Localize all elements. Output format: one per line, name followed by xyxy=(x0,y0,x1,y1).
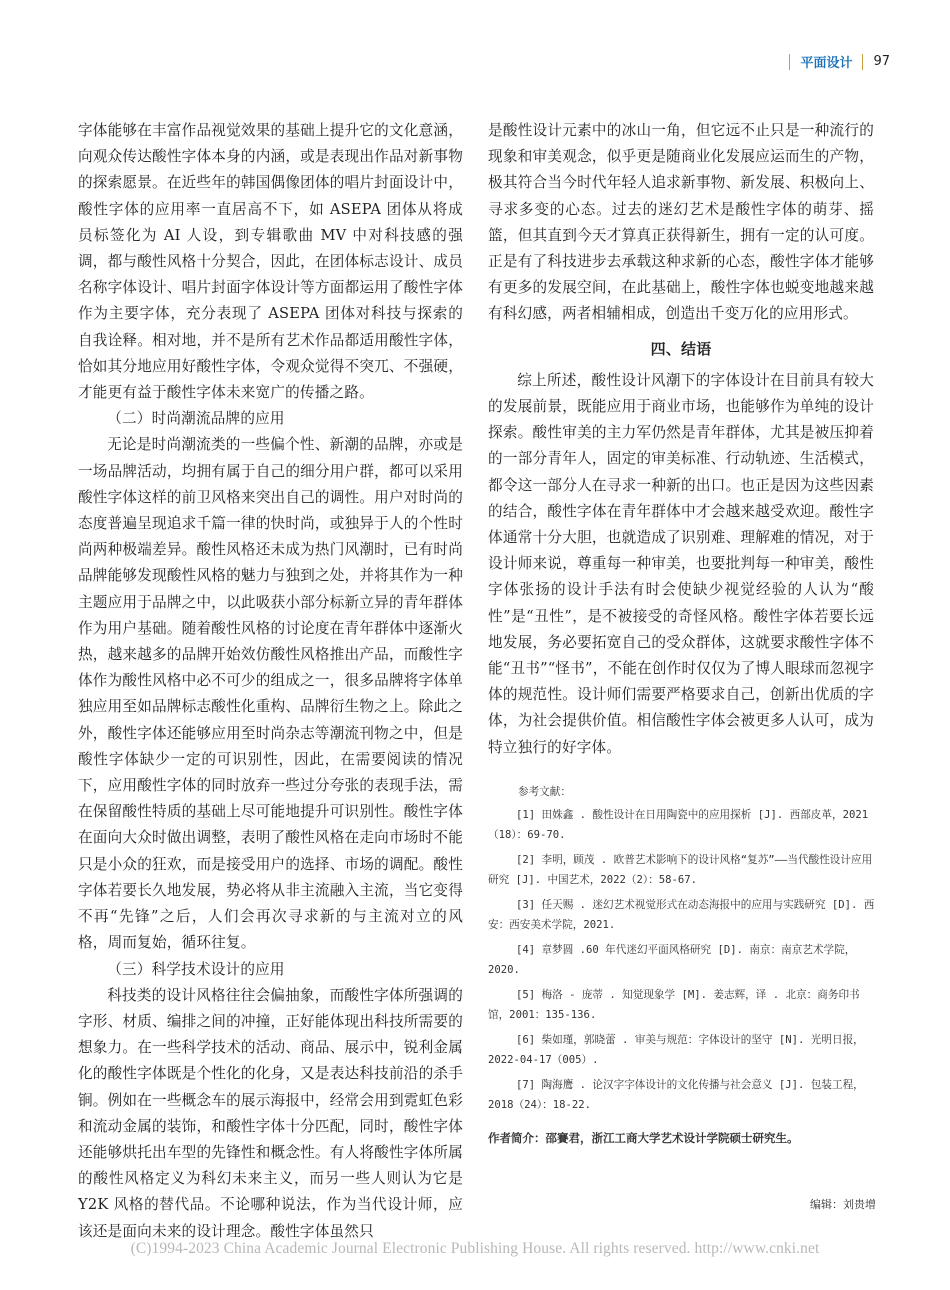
reference-item: [6] 柴如瑾，郭晓蕾 . 审美与规范：字体设计的坚守 [N]. 光明日报，2022-04-17（005）. xyxy=(488,1033,864,1066)
reference-item: [3] 任天赐 . 迷幻艺术视觉形式在动态海报中的应用与实践研究 [D]. 西安：西安美术学院，2021. xyxy=(488,898,875,931)
right-column xyxy=(488,118,874,761)
editor-credit: 编辑：刘贵增 xyxy=(810,1198,876,1211)
header-divider xyxy=(789,54,790,70)
reference-item: [1] 田姝鑫 . 酸性设计在日用陶瓷中的应用探析 [J]. 西部皮革，2021（18）：69-70. xyxy=(488,808,869,841)
reference-item: [4] 章梦圆 .60 年代迷幻平面风格研究 [D]. 南京：南京艺术学院，2020. xyxy=(488,943,856,976)
header-divider-2 xyxy=(862,54,863,70)
subheading-fashion-brands: （二）时尚潮流品牌的应用 xyxy=(107,410,285,428)
references-title: 参考文献： xyxy=(518,786,571,798)
right-paragraph-1: 是酸性设计元素中的冰山一角，但它远不止只是一种流行的现象和审美观念，似乎更是随商业化发展应运而生的产物，极其符合当今时代年轻人追求新事物、新发展、积极向上、寻求多变的心态。过去的迷幻艺术是酸性字体的萌芽、摇篮，但其直到今天才算真正获得新生，拥有一定的认可度。正是有了科技进步去承载这种求新的心态，酸性字体才能够有更多的发展空间，在此基础上，酸性字体也蜕变地越来越有科幻感，两者相辅相成，创造出千变万化的应用形式。 xyxy=(488,122,874,323)
left-column xyxy=(78,118,463,1245)
subheading-technology-design: （三）科学技术设计的应用 xyxy=(107,960,285,978)
header-section-name: 平面设计 xyxy=(800,56,853,71)
page-number: 97 xyxy=(873,54,890,69)
running-header xyxy=(779,52,890,71)
section-heading-conclusion: 四、结语 xyxy=(650,339,712,358)
copyright-footer: (C)1994-2023 China Academic Journal Electronic Publishing House. All rights reserved. http://www.cnki.net xyxy=(130,1240,820,1257)
reference-item: [7] 陶海鹰 . 论汉字字体设计的文化传播与社会意义 [J]. 包装工程，2018（24）：18-22. xyxy=(488,1078,864,1111)
left-paragraph-3: 科技类的设计风格往往会偏抽象，而酸性字体所强调的字形、材质、编排之间的冲撞，正好能体现出科技所需要的想象力。在一些科学技术的活动、商品、展示中，锐利金属化的酸性字体既是个性化的化身，又是表达科技前沿的杀手锏。例如在一些概念车的展示海报中，经常会用到霓虹色彩和流动金属的装饰，和酸性字体十分匹配，同时，酸性字体还能够烘托出车型的先锋性和概念性。有人将酸性字体所属的酸性风格定义为科幻未来主义，而另一些人则认为它是 Y2K 风格的替代品。不论哪种说法，作为当代设计师，应该还是面向未来的设计理念。酸性字体虽然只 xyxy=(78,986,463,1240)
right-paragraph-2: 综上所述，酸性设计风潮下的字体设计在目前具有较大的发展前景，既能应用于商业市场，也能够作为单纯的设计探索。酸性审美的主力军仍然是青年群体，尤其是被压抑着的一部分青年人，固定的审美标准、行动轨迹、生活模式，都令这一部分人在寻求一种新的出口。也正是因为这些因素的结合，酸性字体在青年群体中才会越来越受欢迎。酸性字体通常十分大胆，也就造成了识别难、理解难的情况，对于设计师来说，尊重每一种审美，也要批判每一种审美，酸性字体张扬的设计手法有时会使缺少视觉经验的人认为“酸性”是“丑性”，是不被接受的奇怪风格。酸性字体若要长远地发展，务必要拓宽自己的受众群体，这就要求酸性字体不能“丑书”“怪书”，不能在创作时仅仅为了博人眼球而忽视字体的规范性。设计师们需要严格要求自己，创新出优质的字体，为社会提供价值。相信酸性字体会被更多人认可，成为特立独行的好字体。 xyxy=(488,371,874,756)
references xyxy=(488,782,878,1120)
author-bio: 作者简介：邵賽君，浙江工商大学艺术设计学院硕士研究生。 xyxy=(488,1131,799,1145)
left-paragraph-2: 无论是时尚潮流类的一些偏个性、新潮的品牌，亦或是一场品牌活动，均拥有属于自己的细分用户群，都可以采用酸性字体这样的前卫风格来突出自己的调性。用户对时尚的态度普遍呈现追求千篇一律的快时尚，或独异于人的个性时尚两种极端差异。酸性风格还未成为热门风潮时，已有时尚品牌能够发现酸性风格的魅力与独到之处，并将其作为一种主题应用于品牌之中，以此吸获小部分标新立异的青年群体作为用户基础。随着酸性风格的讨论度在青年群体中逐渐火热，越来越多的品牌开始效仿酸性风格推出产品，而酸性字体作为酸性风格中必不可少的组成之一，很多品牌将字体单独应用至如品牌标志酸性化重构、品牌衍生物之上。除此之外，酸性字体还能够应用至时尚杂志等潮流刊物之中，但是酸性字体缺少一定的可识别性，因此，在需要阅读的情况下，应用酸性字体的同时放弃一些过分夸张的表现手法，需在保留酸性特质的基础上尽可能地提升可识别性。酸性字体在面向大众时做出调整，表明了酸性风格在走向市场时不能只是小众的狂欢，而是接受用户的选择、市场的调配。酸性字体若要长久地发展，势必将从非主流融入主流，当它变得不再“先锋”之后，人们会再次寻求新的与主流对立的风格，周而复始，循环往复。 xyxy=(78,436,463,952)
reference-item: [5] 梅洛 - 庞蒂 . 知觉现象学 [M]. 姜志辉，译 . 北京：商务印书馆，2001：135-136. xyxy=(488,988,860,1021)
reference-item: [2] 李明，顾茂 . 欧普艺术影响下的设计风格“复苏”——当代酸性设计应用研究 [J]. 中国艺术，2022（2）：58-67. xyxy=(488,853,873,886)
left-paragraph-1: 字体能够在丰富作品视觉效果的基础上提升它的文化意涵，向观众传达酸性字体本身的内涵，或是表现出作品对新事物的探索愿景。在近些年的韩国偶像团体的唱片封面设计中，酸性字体的应用率一直居高不下，如 ASEPA 团体从将成员标签化为 AI 人设，到专辑歌曲 MV 中对科技感的强调，都与酸性风格十分契合，因此，在团体标志设计、成员名称字体设计、唱片封面字体设计等方面都运用了酸性字体作为主要字体，充分表现了 ASEPA 团体对科技与探索的自我诠释。相对地，并不是所有艺术作品都适用酸性字体，恰如其分地应用好酸性字体，令观众觉得不突兀、不强硬，才能更有益于酸性字体未来宽广的传播之路。 xyxy=(78,122,463,402)
